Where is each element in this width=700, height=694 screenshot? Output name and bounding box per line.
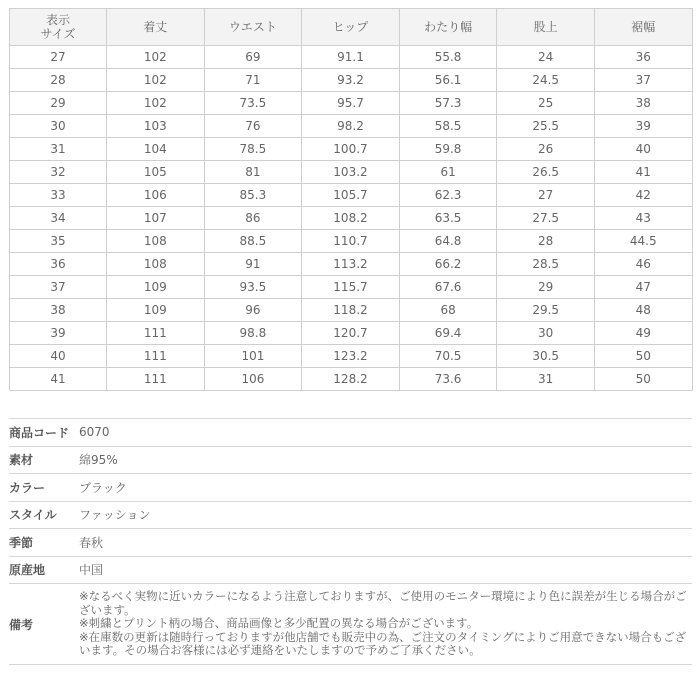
cell-rise: 27.5 (497, 207, 595, 230)
size-table-body (10, 46, 693, 391)
header-rise: 股上 (497, 9, 595, 46)
cell-waist: 88.5 (204, 230, 302, 253)
note-line: ※在庫数の更新は随時行っておりますが他店舗でも販売中の為、ご注文のタイミングによりご用意できない場合もございます。その場合お客様には必ず連絡をいたしますので予めご了承ください。 (79, 629, 687, 658)
spec-label: カラー (9, 480, 46, 495)
cell-size: 30 (10, 115, 107, 138)
cell-rise: 24 (497, 46, 595, 69)
spec-label: 素材 (9, 453, 34, 468)
cell-hip: 120.7 (302, 322, 400, 345)
cell-length: 102 (107, 69, 205, 92)
cell-size: 28 (10, 69, 107, 92)
cell-waist: 98.8 (204, 322, 302, 345)
cell-hip: 123.2 (302, 345, 400, 368)
table-row (10, 207, 693, 230)
cell-length: 104 (107, 138, 205, 161)
cell-hip: 113.2 (302, 253, 400, 276)
cell-rise: 26.5 (497, 161, 595, 184)
cell-hem-width: 48 (594, 299, 692, 322)
cell-length: 109 (107, 276, 205, 299)
spec-label: 原産地 (9, 563, 46, 578)
size-chart-table (9, 8, 693, 391)
cell-size: 33 (10, 184, 107, 207)
cell-hip: 98.2 (302, 115, 400, 138)
cell-hem-width: 40 (594, 138, 692, 161)
cell-thigh-width: 68 (399, 299, 497, 322)
spec-row-color (9, 474, 692, 502)
cell-thigh-width: 66.2 (399, 253, 497, 276)
cell-thigh-width: 67.6 (399, 276, 497, 299)
cell-rise: 31 (497, 368, 595, 391)
spec-row-style (9, 502, 692, 530)
cell-hem-width: 50 (594, 345, 692, 368)
cell-rise: 30 (497, 322, 595, 345)
cell-thigh-width: 61 (399, 161, 497, 184)
spec-value: 6070 (79, 425, 110, 440)
spec-row-material (9, 447, 692, 475)
cell-size: 40 (10, 345, 107, 368)
header-hem-width: 裾幅 (594, 9, 692, 46)
cell-hem-width: 50 (594, 368, 692, 391)
cell-length: 108 (107, 253, 205, 276)
table-row (10, 276, 693, 299)
notes-list (79, 590, 692, 658)
cell-waist: 71 (204, 69, 302, 92)
cell-hip: 115.7 (302, 276, 400, 299)
cell-hem-width: 37 (594, 69, 692, 92)
spec-row-notes (9, 584, 692, 665)
cell-size: 41 (10, 368, 107, 391)
cell-rise: 26 (497, 138, 595, 161)
cell-thigh-width: 73.6 (399, 368, 497, 391)
cell-length: 111 (107, 322, 205, 345)
header-size-line1: 表示 (45, 13, 70, 27)
cell-length: 106 (107, 184, 205, 207)
cell-hem-width: 44.5 (594, 230, 692, 253)
table-row (10, 253, 693, 276)
cell-waist: 81 (204, 161, 302, 184)
header-thigh-width: わたり幅 (399, 9, 497, 46)
cell-length: 111 (107, 345, 205, 368)
header-size-line2: サイズ (40, 27, 76, 41)
cell-hip: 128.2 (302, 368, 400, 391)
cell-waist: 73.5 (204, 92, 302, 115)
cell-length: 102 (107, 46, 205, 69)
cell-hem-width: 39 (594, 115, 692, 138)
cell-rise: 28 (497, 230, 595, 253)
table-row (10, 230, 693, 253)
cell-size: 31 (10, 138, 107, 161)
cell-waist: 101 (204, 345, 302, 368)
cell-length: 111 (107, 368, 205, 391)
cell-waist: 106 (204, 368, 302, 391)
cell-length: 102 (107, 92, 205, 115)
table-row (10, 69, 693, 92)
cell-thigh-width: 58.5 (399, 115, 497, 138)
cell-rise: 27 (497, 184, 595, 207)
cell-size: 37 (10, 276, 107, 299)
spec-label: 備考 (9, 617, 34, 632)
cell-hem-width: 41 (594, 161, 692, 184)
cell-hip: 95.7 (302, 92, 400, 115)
cell-hip: 110.7 (302, 230, 400, 253)
table-row (10, 299, 693, 322)
table-row (10, 138, 693, 161)
spec-row-product-code (9, 418, 692, 447)
cell-waist: 76 (204, 115, 302, 138)
cell-length: 108 (107, 230, 205, 253)
cell-thigh-width: 57.3 (399, 92, 497, 115)
cell-hip: 108.2 (302, 207, 400, 230)
cell-thigh-width: 55.8 (399, 46, 497, 69)
cell-thigh-width: 56.1 (399, 69, 497, 92)
cell-hip: 103.2 (302, 161, 400, 184)
cell-hip: 93.2 (302, 69, 400, 92)
cell-hip: 100.7 (302, 138, 400, 161)
spec-label: スタイル (9, 508, 57, 523)
cell-rise: 28.5 (497, 253, 595, 276)
cell-size: 36 (10, 253, 107, 276)
spec-value: ファッション (79, 508, 151, 523)
cell-hip: 105.7 (302, 184, 400, 207)
cell-waist: 78.5 (204, 138, 302, 161)
table-row (10, 161, 693, 184)
cell-size: 39 (10, 322, 107, 345)
spec-value: 中国 (79, 563, 104, 578)
cell-hip: 118.2 (302, 299, 400, 322)
cell-hem-width: 42 (594, 184, 692, 207)
cell-hem-width: 46 (594, 253, 692, 276)
table-row (10, 46, 693, 69)
cell-hem-width: 38 (594, 92, 692, 115)
cell-thigh-width: 64.8 (399, 230, 497, 253)
spec-label: 季節 (9, 535, 34, 550)
header-waist: ウエスト (204, 9, 302, 46)
cell-length: 105 (107, 161, 205, 184)
note-line: ※刺繍とプリント柄の場合、商品画像と多少配置の異なる場合がございます。 (79, 616, 479, 631)
table-row (10, 345, 693, 368)
cell-rise: 30.5 (497, 345, 595, 368)
cell-thigh-width: 69.4 (399, 322, 497, 345)
cell-size: 32 (10, 161, 107, 184)
table-row (10, 115, 693, 138)
table-row (10, 322, 693, 345)
cell-rise: 25.5 (497, 115, 595, 138)
header-hip: ヒップ (302, 9, 400, 46)
cell-rise: 29 (497, 276, 595, 299)
cell-rise: 25 (497, 92, 595, 115)
cell-thigh-width: 70.5 (399, 345, 497, 368)
spec-value: 綿95% (79, 453, 118, 468)
cell-hip: 91.1 (302, 46, 400, 69)
spec-row-season (9, 529, 692, 557)
cell-waist: 96 (204, 299, 302, 322)
cell-size: 35 (10, 230, 107, 253)
cell-length: 109 (107, 299, 205, 322)
cell-waist: 69 (204, 46, 302, 69)
table-row (10, 92, 693, 115)
spec-value: 春秋 (79, 535, 104, 550)
cell-hem-width: 47 (594, 276, 692, 299)
table-row (10, 184, 693, 207)
note-line: ※なるべく実物に近いカラーになるよう注意しておりますが、ご使用のモニター環境により色に誤差が生じる場合がございます。 (79, 589, 687, 617)
spec-label: 商品コード (9, 425, 70, 440)
cell-rise: 29.5 (497, 299, 595, 322)
header-size (10, 9, 107, 46)
spec-list (9, 418, 692, 665)
cell-waist: 91 (204, 253, 302, 276)
cell-hem-width: 49 (594, 322, 692, 345)
size-table-header-row (10, 9, 693, 46)
cell-size: 38 (10, 299, 107, 322)
cell-length: 107 (107, 207, 205, 230)
cell-hem-width: 36 (594, 46, 692, 69)
cell-waist: 93.5 (204, 276, 302, 299)
spec-row-origin (9, 557, 692, 585)
cell-length: 103 (107, 115, 205, 138)
table-row (10, 368, 693, 391)
cell-rise: 24.5 (497, 69, 595, 92)
cell-hem-width: 43 (594, 207, 692, 230)
cell-size: 29 (10, 92, 107, 115)
cell-thigh-width: 62.3 (399, 184, 497, 207)
cell-size: 27 (10, 46, 107, 69)
cell-waist: 85.3 (204, 184, 302, 207)
cell-size: 34 (10, 207, 107, 230)
spec-value: ブラック (79, 480, 127, 495)
header-length: 着丈 (107, 9, 205, 46)
cell-waist: 86 (204, 207, 302, 230)
cell-thigh-width: 59.8 (399, 138, 497, 161)
cell-thigh-width: 63.5 (399, 207, 497, 230)
